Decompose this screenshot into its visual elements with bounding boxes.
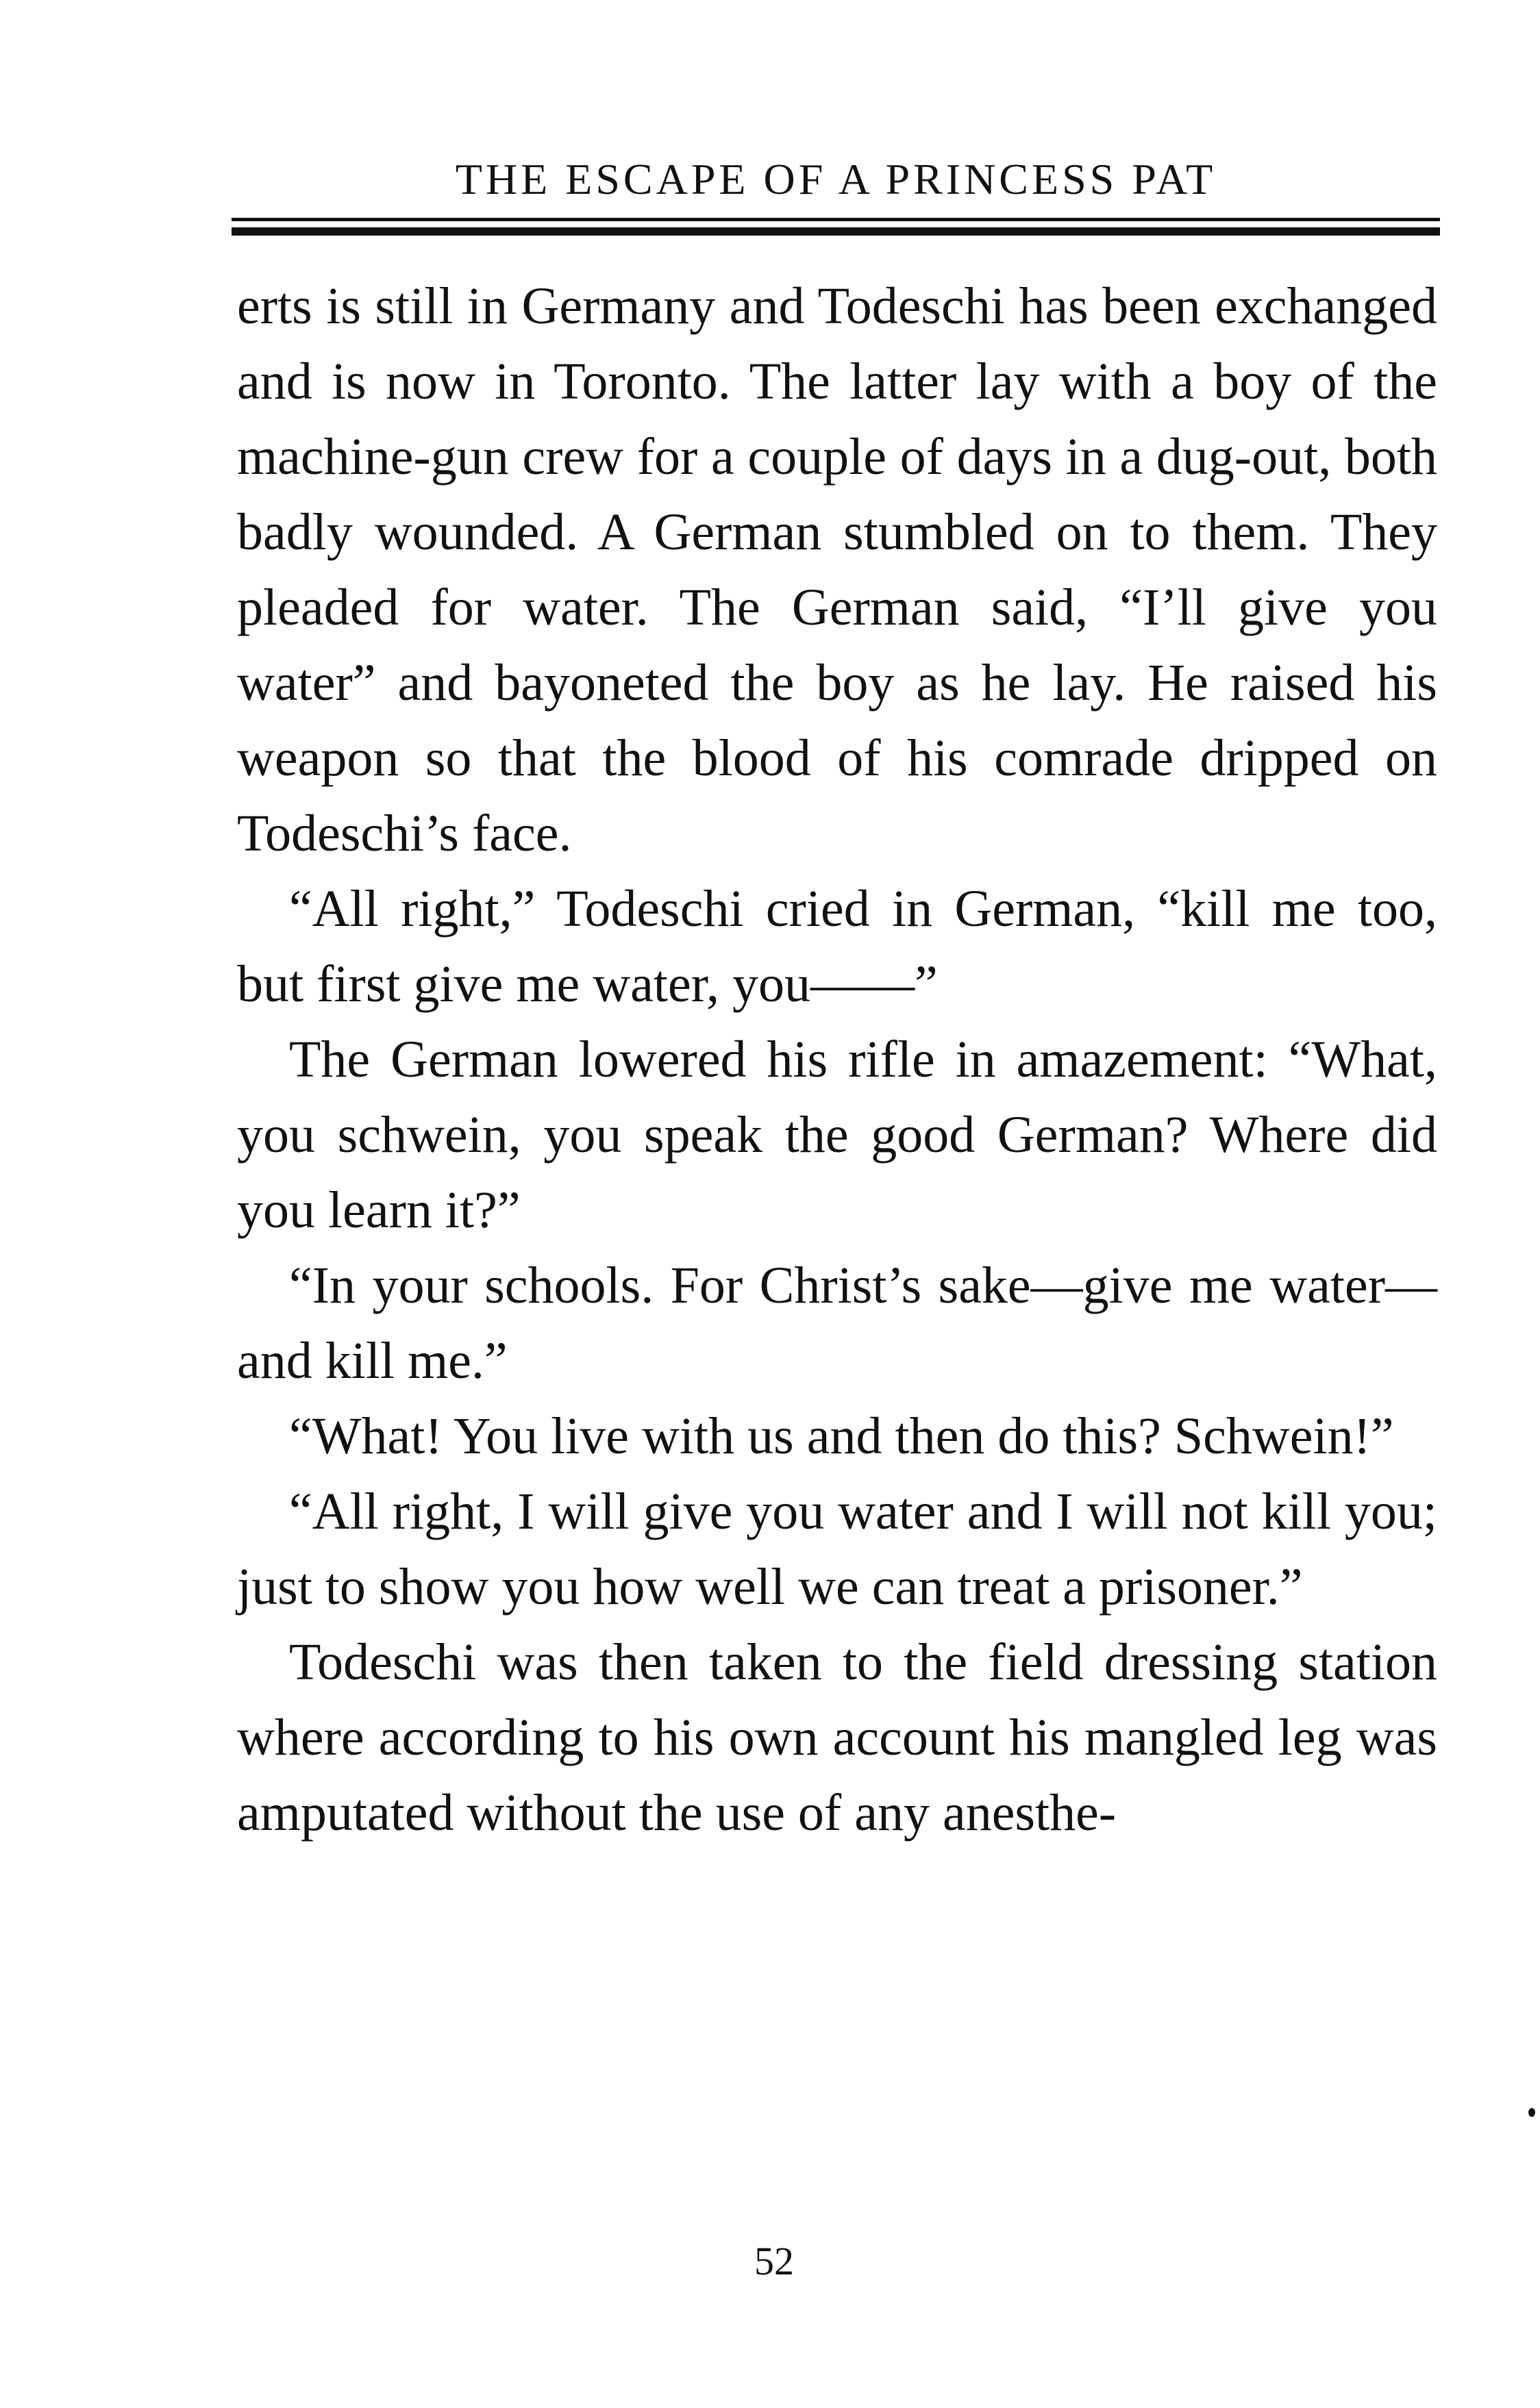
paragraph-dialogue: “In your schools. For Christ’s sake—give me water—and kill me.” bbox=[237, 1257, 1437, 1390]
paragraph-continued: erts is still in Germany and Todeschi has been exchanged and is now in Toronto. The latter lay with a boy of the machine-gun crew for a couple of days in a dug-out, both badly wounded. A German stumbled on to them. They pleaded for water. The German said, “I’ll give you water” and bayoneted the boy as he lay. He raised his weapon so that the blood of his comrade dripped on Todeschi’s face. bbox=[237, 277, 1437, 862]
header-rule-thick bbox=[232, 227, 1440, 236]
paragraph-dialogue: “What! You live with us and then do this? Schwein!” bbox=[289, 1407, 1394, 1465]
paragraph-dialogue: “All right,” Todeschi cried in German, “kill me too, but first give me water, you——” bbox=[237, 880, 1437, 1013]
page-number: 52 bbox=[754, 2239, 794, 2283]
running-head-title: THE ESCAPE OF A PRINCESS PAT bbox=[455, 155, 1217, 203]
body-text bbox=[237, 268, 1437, 1851]
paragraph-dialogue: “All right, I will give you water and I will not kill you; just to show you how well we can treat a prisoner.” bbox=[237, 1483, 1437, 1616]
header-rule-thin bbox=[232, 218, 1440, 221]
paragraph-dialogue: The German lowered his rifle in amazement: “What, you schwein, you speak the good German? Where did you learn it?” bbox=[237, 1031, 1437, 1239]
paragraph-narrative: Todeschi was then taken to the field dressing station where according to his own account his mangled leg was amputated without the use of any anesthe- bbox=[237, 1633, 1437, 1842]
ink-speck bbox=[1528, 2108, 1535, 2117]
